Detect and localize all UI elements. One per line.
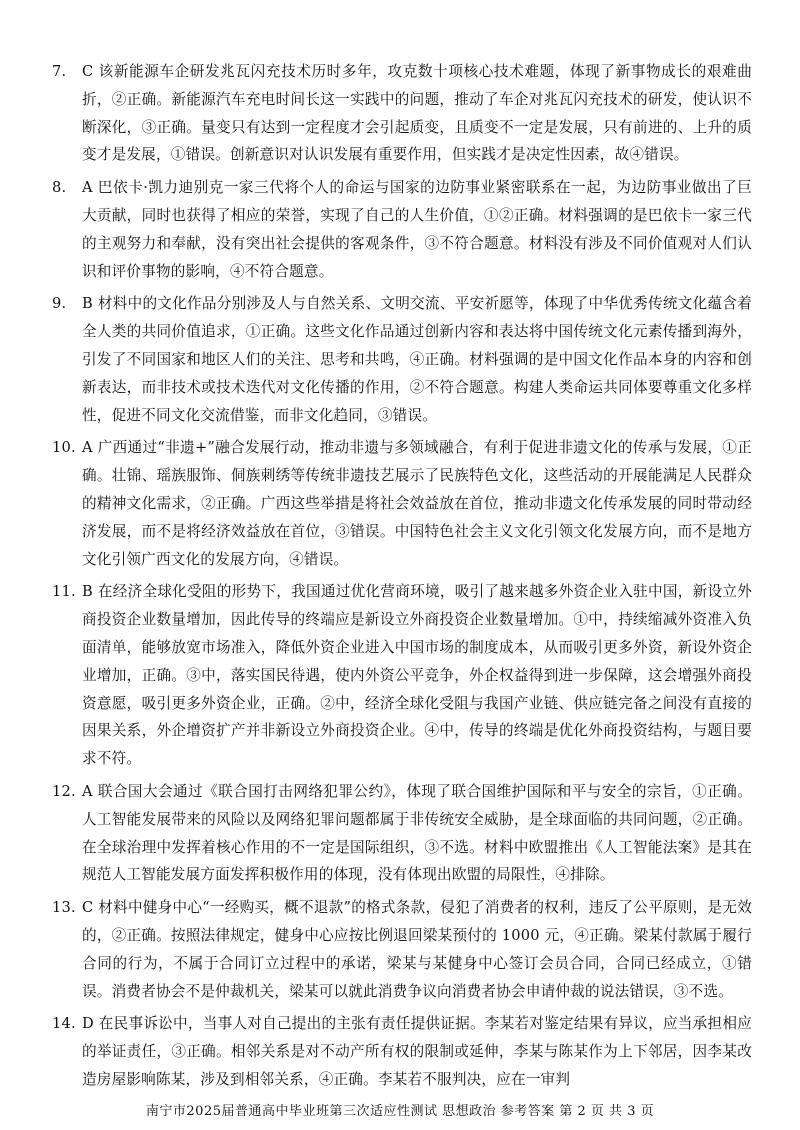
answer-choice: C (82, 63, 99, 80)
question-number: 10. (52, 439, 76, 457)
question-number: 9. (52, 295, 67, 313)
answer-item-14 (52, 1010, 752, 1093)
question-number: 13. (52, 899, 76, 917)
answer-explanation: 材料中健身中心“一经购买，概不退款”的格式条款，侵犯了消费者的权利，违反了公平原则，是无效的，②正确。按照法律规定，健身中心应按比例退回梁某预付的 1000 元，④正确。梁某付款属于履行合同的行为，不属于合同订立过程中的承诺，梁某与某健身中心签订会员合同，合同已经成立，①错误。消费者协会不是仲裁机关，梁某可以就此消费争议向消费者协会申请仲裁的说法错误，③不选。 (82, 899, 752, 1000)
answer-explanation: 联合国大会通过《联合国打击网络犯罪公约》，体现了联合国维护国际和平与安全的宗旨，①正确。人工智能发展带来的风险以及网络犯罪问题都属于非传统安全威胁，是全球面临的共同问题，②正确。在全球治理中发挥着核心作用的不一定是国际组织，③不选。材料中欧盟推出《人工智能法案》是其在规范人工智能发展方面发挥积极作用的体现，没有体现出欧盟的局限性，④排除。 (82, 782, 752, 884)
answer-explanation: 广西通过“非遗+”融合发展行动，推动非遗与多领域融合，有利于促进非遗文化的传承与发展，①正确。壮锦、瑶族服饰、侗族刺绣等传统非遗技艺展示了民族特色文化，这些活动的开展能满足人民群众的精神文化需求，②正确。广西这些举措是将社会效益放在首位，推动非遗文化传承发展的同时带动经济发展，而不是将经济效益放在首位，③错误。中国特色社会主义文化引领文化发展方向，而不是地方文化引领广西文化的发展方向，④错误。 (82, 439, 753, 568)
question-number: 8. (52, 179, 67, 197)
answer-item-11 (52, 578, 752, 773)
answer-explanation: 在民事诉讼中，当事人对自己提出的主张有责任提供证据。李某若对鉴定结果有异议，应当承担相应的举证责任，③正确。相邻关系是对不动产所有权的限制或延伸，李某与陈某作为上下邻居，因李某改造房屋影响陈某，涉及到相邻关系，④正确。李某若不服判决，应在一审判 (82, 1015, 752, 1088)
answer-item-13 (52, 894, 752, 1005)
answer-item-9 (52, 290, 752, 429)
answer-choice: A (82, 179, 98, 197)
answer-item-8 (52, 174, 752, 285)
answer-choice: B (82, 295, 98, 313)
answer-choice: D (82, 1015, 99, 1033)
page-footer: 南宁市2025届普通高中毕业班第三次适应性测试 思想政治 参考答案 第 2 页 共 3 页 (145, 1104, 655, 1119)
answer-choice: A (82, 439, 98, 457)
answer-item-7 (52, 58, 752, 169)
answer-explanation: 材料中的文化作品分别涉及人与自然关系、文明交流、平安祈愿等，体现了中华优秀传统文化蕴含着全人类的共同价值追求，①正确。这些文化作品通过创新内容和表达将中国传统文化元素传播到海外，引发了不同国家和地区人们的关注、思考和共鸣，④正确。材料强调的是中国文化作品本身的内容和创新表达，而非技术或技术迭代对文化传播的作用，②不符合题意。构建人类命运共同体要尊重文化多样性，促进不同文化交流借鉴，而非文化趋同，③错误。 (82, 295, 752, 424)
question-number: 14. (52, 1015, 76, 1033)
answer-explanation: 该新能源车企研发兆瓦闪充技术历时多年，攻克数十项核心技术难题，体现了新事物成长的艰难曲折，②正确。新能源汽车充电时间长这一实践中的问题，推动了车企对兆瓦闪充技术的研发，使认识不断深化，③正确。量变只有达到一定程度才会引起质变，且质变不一定是发展，只有前进的、上升的质变才是发展，①错误。创新意识对认识发展有重要作用，但实践才是决定性因素，故④错误。 (82, 63, 752, 164)
answer-explanation: 在经济全球化受阻的形势下，我国通过优化营商环境，吸引了越来越多外资企业入驻中国，新设立外商投资企业数量增加，因此传导的终端应是新设立外商投资企业数量增加。①中，持续缩减外资准入负面清单，能够放宽市场准入，降低外资企业进入中国市场的制度成本，从而吸引更多外资，新设外资企业增加，正确。③中，落实国民待遇，使内外资公平竞争，外企权益得到进一步保障，这会增强外商投资意愿，吸引更多外资企业，正确。②中，经济全球化受阻与我国产业链、供应链完备之间没有直接的因果关系，外企增资扩产并非新设立外商投资企业。④中，传导的终端是优化外商投资结构，与题目要求不符。 (82, 583, 752, 768)
answer-choice: A (82, 782, 98, 800)
answer-item-12 (52, 778, 752, 889)
answer-choice: B (82, 583, 98, 601)
question-number: 7. (52, 63, 67, 80)
question-number: 11. (52, 583, 76, 601)
answer-list (52, 58, 752, 1099)
answer-choice: C (82, 899, 99, 917)
answer-explanation: 巴依卡·凯力迪别克一家三代将个人的命运与国家的边防事业紧密联系在一起，为边防事业做出了巨大贡献，同时也获得了相应的荣誉，实现了自己的人生价值，①②正确。材料强调的是巴依卡一家三代的主观努力和奉献，没有突出社会提供的客观条件，③不符合题意。材料没有涉及不同价值观对人们认识和评价事物的影响，④不符合题意。 (82, 179, 752, 280)
answer-item-10 (52, 434, 752, 573)
question-number: 12. (52, 782, 76, 800)
